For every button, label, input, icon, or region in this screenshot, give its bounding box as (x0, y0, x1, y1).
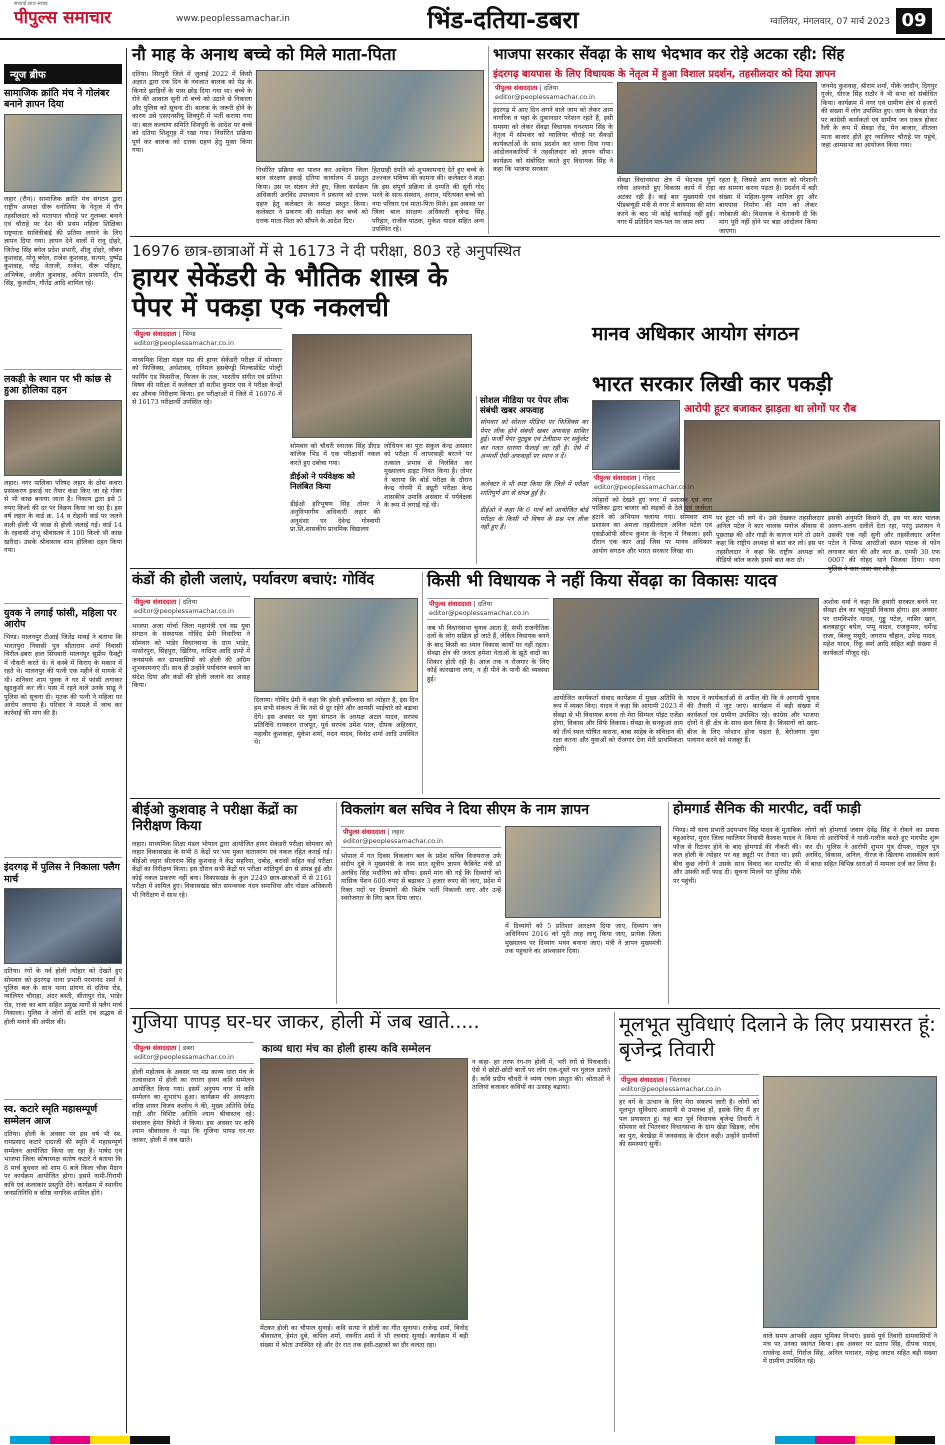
no-dev-body-3: यादव ने कार्यकर्ताओं से अपील की कि वे आगामी चुनाव की तैयारी में जुट जाएं। कार्यक्रम में बड़ी संख्या में कार्यकर्ता एवं ग्रामीण उपस्थित रहे। कांग्रेस और भाजपा दोनों ने ही क्षेत्र के साथ छल किया है। किसानों को खाद-बीज के लिए परेशान होना पड़ता है, बेरोजगार युवा पलायन करने को मजबूर हैं। (687, 694, 819, 745)
physics-body-2: सोमवार को चौधरी स्नातक सिंह डीएड कॉलेज भिंड में एक परीक्षार्थी नकल करते हुए दबोचा गया। (290, 442, 380, 467)
email-link[interactable]: editor@peoplessamachar.co.in (134, 1052, 234, 1061)
bjp-body-1: इंदरगढ़ में आए दिन लगने वाले जाम को लेकर आम नागरिक व यहां के दुकानदार परेशान रहते हैं, इसी समस्या को लेकर सेंवढ़ा विधायक घनश्याम सिंह के नेतृत्व में सोमवार को ग्वालियर चौराहे पर सैकड़ों कार्यकर्ताओं के साथ प्रदर्शन कर धरना दिया गया। आंदोलनकारियों ने तहसीलदार को ज्ञापन सौंपा। कार्यक्रम को संबोधित करते हुए विधायक सिंह ने कहा कि भाजपा सरकार (493, 106, 613, 174)
logo[interactable] (14, 1, 184, 38)
story-gujiya (132, 1012, 610, 1432)
no-dev-photo (553, 598, 819, 690)
bjp-body-3: रहता है, जिससे आम जनता को परेशानी का सामना करना पड़ता है। प्रदर्शन में बड़ी संख्या में महिला-पुरुष शामिल हुए और बायपास निर्माण की मांग को लेकर नारेबाजी की। विधायक ने चेतावनी दी कि मांग पूरी नहीं होने पर बड़ा आंदोलन किया जाएगा। (719, 176, 817, 235)
logo-text: पीपुल्स समाचार (14, 8, 112, 28)
brief-body: दतिया। होली के अवसर पर इस वर्ष भी स्व. रामप्रसाद कटारे दादाजी की स्मृति में महासम्पूर्ण सम्मेलन आयोजित किया जा रहा है। पार्षद एवं भाजपा जिला कोषाध्यक्ष संतोष कटारे ने बताया कि 8 मार्च बुधवार को शाम 6 बजे किला चौक मैदान पर कार्यक्रम आयोजित होगा। इसमें नामी-गिरामी कवि एवं कलाकार प्रस्तुति देंगे। कार्यक्रम में स्थानीय जनप्रतिनिधि व वरिष्ठ नागरिक शामिल होंगे। (4, 1129, 122, 1198)
brief-body: लहार। नगर पालिका परिषद लहार के ठोस कचरा प्रसंस्करण इकाई पर तैयार कंडा किए जा रहे गोबर से भी काछ बनाया जाता है। निकाय द्वारा इसे 5 रुपए किलो की दर पर विक्रय किया जा रहा है। इस वर्ष लहार के वार्ड क्र. 14 व रोहानी वार्ड पर जलने वाली होली भी काछ से होली जलाई गई। वार्ड 14 के रहवासी शंभू श्रीवास्तव ने 100 किलो भी काछ खरीदा। उसके श्रीवास्तव शाम होलिका दहन किया गया। (4, 478, 122, 555)
rights-headline-1[interactable]: मानव अधिकार आयोग संगठन (592, 323, 799, 345)
brief-body: भिण्ड। मालनपुर टीआई जितेंद्र मावई ने बताया कि भारतपुरा निवासी पुत्र सीताराम शर्मा निवासी चिरौल-डबरा हाल सिंघवारी मालनपुर सुप्रीम फैक्ट्री में नौकरी करते थे। वे कस्बे में किराए के मकान में रहते थे। मालनपुर की पत्नी एक महीने से मायके में थी। शनिवार शाम युवक ने घर में फांसी लगाकर खुदकुशी कर ली। पास में रहने वाले उनके साढू ने पुलिस को सूचना दी। मृतक की पत्नी ने महिला पर आरोप लगाया है। परिवार ने मामले में जांच कर कार्रवाई की मांग की है। (4, 633, 122, 718)
news-brief-sidebar (4, 48, 122, 1428)
brief-body: दतिया। रंगों के पर्व होली त्योहार को देखते हुए सोमवार को इंदरगढ़ थाना प्रभारी परमानंद शर्मा ने पुलिस बल के साथ थाना प्रांगण से दतिया रोड, ग्वालियर चौराहा, अंदर बस्ती, सीतापुर रोड, भांडेर रोड, राजा का बाग सहित प्रमुख मार्गों से फ्लैग मार्च निकाला। पुलिस ने लोगों से शांति एवं सद्भाव से होली मनाने की अपील की। (4, 967, 122, 1026)
gujiya-byline: पीपुल्स संवाददाता | डबरा editor@peoplessamachar.co.in (132, 1042, 254, 1064)
no-dev-body-2: आयोजित कार्यकर्ता संवाद कार्यक्रम में मुख्य अतिथि के रूप में व्यक्त किए। यादव ने कहा कि आगामी 2023 में सेंवढ़ा से भी विधायक बनना तो मेरा सिम्पल पॉइंट एजेंडा होगा, विकास और सिर्फ विकास। सेंवढ़ा के सनकुआं धाम को तीर्थ स्थल घोषित कराना, बाबा साहेब के संविधान की रक्षा करना और युवाओं को रोजगार देना मेरी प्राथमिकता रहेगी। (553, 694, 683, 753)
bjp-photo (617, 82, 817, 174)
rights-body-2: पर हूटर भी लगे थे। उसे देखकर तहसीलदार अनिल पटेल ने कार चालक मनोज श्रीवास से पूछताछ की और गाड़ी के कागज मांगे तो उसने कहा कि राष्ट्रीय अध्यक्ष से बात कर लो। इस पर तहसीलदार ने कहा कि राष्ट्रीय अध्यक्ष को वीडियो कॉल करके हमसे बात करा दो। (716, 514, 824, 565)
story-no-development (422, 572, 940, 794)
story-physics (132, 264, 472, 564)
issue-date: ग्वालियर, मंगलवार, 07 मार्च 2023 (770, 17, 890, 27)
exam-strip[interactable]: 16976 छात्र-छात्राओं में से 16173 ने दी परीक्षा, 803 रहे अनुपस्थित (132, 242, 521, 260)
rights-body-1: त्योहारों को देखते हुए नगर में प्रशासन एवं नगर पालिका द्वारा बाजार को सड़कों से ठेले एवं जर्जरता हटाने को अभियान चलाया गया। सोमवार शाम प्रशासन का अमला तहसीलदार अनिल पटेल एवं एसडीओपी सौरभ कुमार के नेतृत्व में निकला। इसी दौरान एक कार आई जिस पर मानव अधिकार आयोग संगठन और भारत सरकार लिखा था। (592, 496, 712, 555)
orphan-body-1: दतिया। सिरपुरी जिले में जुलाई 2022 में किसी अज्ञात द्वारा एक दिन के नवजात बालक को पेड़ के किनारे झाड़ियों के पास छोड़ दिया गया था। बच्चे के रोने की आवाज सुनी तो बच्चे को उठाने से निकाला और पुलिस को सूचना दी। बालक के जरूरी होने के कारण उसे एसएनसीयू शिवपुरी में भर्ती कराया गया था। बाल कल्याण समिति शिवपुरी के आदेश पर बच्चे को दतिया शिशुगृह में रखा गया। निर्धारित प्रक्रिया पूर्ण कर बालक को दत्तक ग्रहण हेतु मुक्त किया गया। (132, 70, 252, 155)
homeguard-body-2: लोगों को होमगार्ड जवान देवेंद्र सिंह ने रोकने का प्रयास किया तो आरोपियों ने गाली-गलौज करते हुए मारपीट शुरू कर दी। पुलिस ने आरोपी शुभम पुत्र दीपक, राहुल पुत्र अरविंद, विकास, अनिल, नीरज के खिलाफ शासकीय कार्य में बाधा सहित विभिन्न धाराओं में मामला दर्ज कर लिया है। (805, 826, 939, 868)
news-brief-label: न्यूज ब्रीफ (4, 64, 122, 84)
orphan-body-3: हितग्राही दंपति को शुभकामनाएं देते हुए बच्चे के उज्ज्वल भविष्य की कामना की। कलेक्टर ने कहा कि इस संपूर्ण प्रक्रिया से दम्पति की सूनी गोद भरने के साथ संस्थान, अनाथ, परित्यक्त बच्चे को नया परिवार एवं माता-पिता मिले। इस अवसर पर जिला बाल संरक्षण अधिकारी बृजेन्द्र सिंह परिहार, राजीव पाठक, मुकेश यादव सहित अन्य उपस्थित रहे। (372, 166, 484, 234)
beo-headline[interactable]: बीईओ कुशवाह ने परीक्षा केंद्रों का निरीक्षण किया (132, 802, 298, 835)
social-body-2: कलेक्टर ने भी स्पष्ट किया कि जिले में परीक्षा शांतिपूर्ण ढंग से संपन्न हुई है। (480, 480, 588, 497)
brief-photo (4, 888, 122, 964)
physics-byline: पीपुल्स संवाददाता | भिण्ड editor@peoplessamachar.co.in (132, 328, 282, 350)
no-dev-byline: पीपुल्स संवाददाता | दतिया editor@peoplessamachar.co.in (427, 598, 549, 620)
physics-subhead: डीईओ ने पर्यवेक्षक को निलंबित किया (290, 472, 355, 491)
physics-body-3: डीईओ हरिभूषण सिंह तोमर ने अनुविभागीय अधिकारी लहार की अनुशंसा पर देवेन्द्र गोस्वामी प्रा.शि.शासकीय प्राथमिक विद्यालय (290, 500, 380, 534)
story-facilities (614, 1012, 940, 1432)
beo-body: लहार। माध्यमिक शिक्षा मंडल भोपाल द्वारा आयोजित हायर सेकंडरी परीक्षा सोमवार को लहार विकासखंड के सभी 8 केंद्रों पर भय मुक्त वातावरण एवं नकल रहित कराई गई। बीईओ लहार सीताराम सिंह कुशवाह ने केंद्र सहरिया, दबोह, बरासों सहित कई परीक्षा केंद्रों का निरीक्षण किया। इस दौरान सभी केंद्रों पर परीक्षा शांतिपूर्ण ढंग से संपन्न हुई और कोई नकल प्रकरण नहीं बना। विकासखंड के कुल 2249 छात्र-छात्राओं में से 2161 परीक्षा में शामिल हुए। विकासखंड स्रोत समन्वयक नंदन समाधिया और नोडल अधिकारी भी निरीक्षण में साथ रहे। (132, 840, 332, 899)
brief-item (4, 88, 122, 365)
brief-headline: स्व. कटारे स्मृति महासम्पूर्ण सम्मेलन आज (4, 1104, 98, 1127)
gujiya-body-2: मेंटकर होली का चौपाल सुनाई। कवि सत्या ने होली का गीत सुनाया। राजेन्द्र शर्मा, विनोद श्रीवास्तव, हेमंत दुबे, कपिल शर्मा, नवनीत शर्मा ने भी रचनाएं सुनाईं। कार्यक्रम में बड़ी संख्या में श्रोता उपस्थित रहे और देर रात तक हंसी-ठहाकों का दौर चलता रहा। (260, 1324, 468, 1349)
facilities-headline[interactable]: मूलभूत सुविधाएं दिलाने के लिए प्रयासरत हूं: बृजेन्द्र तिवारी (619, 1012, 936, 1061)
bjp-headline[interactable]: भाजपा सरकार सेंवढ़ा के साथ भेदभाव कर रोड़े अटका रही: सिंह (493, 45, 845, 63)
brief-item (4, 608, 122, 854)
no-dev-body-4: अशोक वर्मा ने कहा कि हमारी सरकार बनने पर सेंवढ़ा क्षेत्र का चहुंमुखी विकास होगा। इस अवसर पर रामकिशोर यादव, गुड्डू पटेल, नासिर खान, बलबहादुर बघेल, पप्पू यादव, राजकुमार, धर्मेन्द्र राजा, बिल्लू मंसूरी, जगराम चौहान, उपेन्द्र यादव, महेश यादव, रिंकू वर्मा आदि सहित बड़ी संख्या में कार्यकर्ता मौजूद रहे। (823, 598, 937, 657)
disability-body-1: भोपाल में गत दिवस विकलांग बल के प्रदेश सचिव विजयराज उर्फ संदीप दुबे ने मुख्यमंत्री के नाम सात सूत्रीय ज्ञापन कैबिनेट मंत्री डॉ अरविंद सिंह भदौरिया को सौंपा। इसमें मांग की गई कि दिव्यांगों को मासिक पेंशन 600 रुपए से बढ़ाकर 3 हजार रुपए की जाए, प्रदेश में रिक्त पदों पर दिव्यांगों की विशेष भर्ती निकाली जाए और उन्हें स्वरोजगार के लिए ऋण दिया जाए। (341, 852, 501, 903)
rights-subhead: आरोपी हूटर बजाकर झाड़ता था लोगों पर रौब (684, 403, 857, 415)
logo-tagline: सच्चाई साथ सचाइ (14, 1, 48, 7)
homeguard-body-1: भिण्ड। मौ थाना प्रभारी उदयभान सिंह यादव के मुताबिक बहुआरेपा, मुरार जिला ग्वालियर निवासी कैलाश यादव ने फौज से रिटायर होने के बाद होमगार्ड की नौकरी की। कल होली के त्योहार पर वह ड्यूटी पर तैनात था। इसी बीच कुछ लोगों ने उसके साथ विवाद कर मारपीट की और उसकी वर्दी फाड़ दी। सूचना मिलने पर पुलिस मौके पर पहुंची। (673, 826, 801, 885)
holi-green-body-1: भाजपा अजा मोर्चा जिला महामंत्री एवं मप्र युवा संगठन के संस्थापक गोविंद प्रेमी निवारिया ने सोमवार को भांडेर विधानसभा के ग्राम भांडेर, मासोरपुरा, सिंहपुरा, खिरिया, नादिया आदि ग्रामों में जनसंपर्क कर ग्रामवासियों को होली की अग्रिम शुभकामनाएं दीं। साथ ही उन्होंने पर्यावरण बचाने का संदेश दिया और कंडों की होली जलाने का आग्रह किया। (132, 622, 251, 690)
section-title: भिंड-दतिया-डबरा (427, 6, 579, 34)
physics-body-4: लोधियन का पुरा संकुल केन्द्र असवार को परीक्षा में लापरवाही बरतने पर तत्काल प्रभाव से निलंबित कर मुख्यालय डाइट नियत किया है। तोमर ने बताया कि बोर्ड परीक्षा के दौरान केन्द्र गोरमी में ड्यूटी परीक्षा केन्द्र शासकीय उमावि असवार में पर्यवेक्षक के रूप में लगाई गई थी। (384, 442, 472, 510)
email-link[interactable]: editor@peoplessamachar.co.in (594, 482, 694, 491)
story-beo (132, 802, 332, 1004)
email-link[interactable]: editor@peoplessamachar.co.in (429, 608, 529, 617)
story-homeguard (668, 802, 940, 1004)
holi-green-body-2: दिलाया। गोविंद प्रेमी ने कहा कि होली हर्षोल्लास का त्योहार है, इस दिन हम सभी संकल्प लें कि नशे से दूर रहेंगे और आपसी भाईचारे को बढ़ावा देंगे। इस अवसर पर युवा संगठन के अध्यक्ष अटल यादव, सरपंच प्रतिनिधि रामकरन राजपूत, पूर्व सरपंच उमेश पाल, दीपक अहिरवार, महावीर कुशवाहा, मुकेश शर्मा, मदन यादव, विनोद शर्मा आदि उपस्थित थे। (254, 696, 418, 747)
gujiya-photo (260, 1058, 468, 1320)
masthead (0, 0, 945, 40)
website[interactable]: www.peoplessamachar.in (176, 14, 290, 24)
gujiya-body-1: होली महोत्सव के अवसर पर मप्र काव्य धारा मंच के तत्वावधान में होली का रंगारंग हास्य कवि सम्मेलन आयोजित किया गया। इसमें अनुपम नगर में कवि सम्मेलन का शुभारंभ हुआ। कार्यक्रम की अध्यक्षता वरिष्ठ शायर विजय कलोथ ने की, मुख्य अतिथि देवेंद्र राही और विशिष्ट अतिथि श्याम श्रीवास्तव रहे। संचालन हेमंत त्रिवेदी ने किया। इस अवसर पर कवि श्याम श्रीवास्तव ने पढ़ा कि गुजिया पापड़ घर-घर जाकर, होली में जब खाते। (132, 1068, 254, 1144)
brief-headline: सामाजिक क्रांति मंच ने गोलंबर बनाने ज्ञापन दिया (4, 88, 110, 111)
brief-photo (4, 114, 122, 192)
facilities-photo (763, 1076, 937, 1328)
gujiya-subhead: काव्य धारा मंच का होली हास्य कवि सम्मेलन (262, 1043, 431, 1055)
physics-body-1: माध्यमिक शिक्षा मंडल मप्र की हायर सेकेंडरी परीक्षा में सोमवार को फिजिक्स, अर्थशास्त्र, एनिमल हसबेण्ड्री मिल्कप्रोडेट पोल्ट्री फार्मिंग एंड फिसरीज, फिजन के तत्व, भारतीय संगीत एवं प्रतिभा विषय की परीक्षा में कलेक्टर डॉ सतीश कुमार एस ने परीक्षा केन्द्रों का औचक निरीक्षण किया। इन परीक्षाओं में जिले में 16976 में से 16173 परीक्षार्थी उपस्थित रहे। (132, 356, 282, 407)
rights-body-3: इसकी अनुमति किसने दी, इस पर कार चालक अलग-अलग दलीलें देता रहा, परंतु प्रशासन ने उसकी एक नहीं सुनी और तहसीलदार अनिल पटेल ने भिण्ड आरटीओ स्थान पाठक से फोन लगाकर बात की और कार क्र. एमपी 30 एफ 0007 की गोहद थाने भिजवा दिया। थाना (828, 514, 940, 565)
email-link[interactable]: editor@peoplessamachar.co.in (134, 606, 234, 615)
rights-photo-car (592, 400, 680, 470)
holi-green-photo (254, 598, 418, 692)
no-dev-headline[interactable]: किसी भी विधायक ने नहीं किया सेंवढ़ा का विकासः यादव (427, 571, 777, 591)
story-bjp-protest (488, 46, 940, 234)
physics-photo (292, 334, 472, 438)
orphan-body-2: निर्धारित प्रक्रिया का पालन कर आवेदन जिला बाल संरक्षण इकाई दतिया कार्यालय में प्रस्तुत किया। उस पर संज्ञान लेते हुए, जिला कार्यक्रम अधिकारी अरविंद उपाध्याय ने प्रकरण को दत्तक ग्रहण हेतु कलेक्टर के समक्ष प्रस्तुत किया। कलेक्टर ने प्रकरण की समीक्षा कर बच्चे को दत्तक माता-पिता को सौंपने के आदेश दिए। (256, 166, 368, 225)
color-registration-strip (0, 1436, 945, 1444)
bjp-subhead: इंदरगढ़ बायपास के लिए विधायक के नेतृत्व में हुआ विशाल प्रदर्शन, तहसीलदार को दिया ज्ञापन (493, 69, 836, 80)
rights-headline-2[interactable]: भारत सरकार लिखी कार पकड़ी (592, 372, 833, 396)
bjp-byline: पीपुल्स संवाददाता | दतिया editor@peoplessamachar.co.in (493, 82, 613, 104)
brief-item (4, 862, 122, 1095)
orphan-photo (256, 70, 484, 162)
disability-byline: पीपुल्स संवाददाता | लहार editor@peoplessamachar.co.in (341, 826, 501, 848)
brief-item (4, 1104, 122, 1300)
gujiya-headline[interactable]: गुजिया पापड़ घर-घर जाकर, होली में जब खाते..... (132, 1011, 480, 1033)
social-body-1: सोमवार को सोशल मीडिया पर फिजिक्स का पेपर लीक होने संबंधी खबर अफवाह साबित हुई। फर्जी पेपर यूट्यूब एवं टेलीग्राम पर सर्कुलेट कर गलत धारणा फैलाई जा रही है। ऐसे में अभ्यर्थी ऐसी अफवाहों पर ध्यान न दें। (480, 418, 588, 461)
story-holi-green (132, 572, 418, 794)
orphan-headline[interactable]: नौ माह के अनाथ बच्चे को मिले माता-पिता (132, 45, 396, 65)
rights-photo-crowd (684, 420, 940, 512)
bjp-body-4: जनमेद कुशवाह, श्रीराम शर्मा, पीके जादौन, दिगपुर गुर्जर, धीरज सिंह राठौर ने भी सभा को संबोधित किया। कार्यक्रम में नगर एवं ग्रामीण क्षेत्र से हजारों की संख्या में लोग उपस्थित हुए। जाम के सेवड़ा रोड पर कांग्रेसी कार्यकर्ता एवं ग्रामीण जन एकत्र होकर रैली के रूप में सेवड़ा रोड, मेन बाजार, शीतला माता बाजार होते हुए ग्वालियर चौराहे पर पहुंचे, जहां आमसभा का आयोजन किया गया। (821, 82, 937, 150)
physics-headline[interactable]: हायर सेकेंडरी के भौतिक शास्त्र के पेपर में पकड़ा एक नकलची (132, 263, 448, 323)
brief-headline: लकड़ी के स्थान पर भी कांछ से हुआ होलिका दहन (4, 373, 111, 397)
social-body-3: डीईओ ने कहा कि 6 मार्च को आयोजित बोर्ड परीक्षा के किसी भी विषय के प्रश्न पत्र लीक नहीं हुए हैं। (480, 506, 588, 532)
holi-green-headline[interactable]: कंडों की होली जलाएं, पर्यावरण बचाएं: गोविंद (132, 572, 375, 588)
disability-photo (505, 826, 661, 918)
facilities-byline: पीपुल्स संवाददाता | भितरवार editor@peoplessamachar.co.in (619, 1074, 759, 1096)
facilities-body-2: वाले समय आपकी अहम भूमिका निभाएं। इससे पूर्व तिवारी ग्रामवासियों ने मंच पर उनका स्वागत किया। इस अवसर पर प्रताप सिंह, दीपक यादव, राघवेन्द्र शर्मा, गिर्राज सिंह, अनिल पाराशर, महेन्द्र जाटव सहित बड़ी संख्या में ग्रामीण उपस्थित रहे। (763, 1332, 937, 1366)
email-link[interactable]: editor@peoplessamachar.co.in (621, 1084, 721, 1093)
rights-byline: पीपुल्स संवाददाता | गोहद editor@peoplessamachar.co.in (592, 472, 680, 494)
brief-item (4, 374, 122, 599)
story-social (476, 396, 588, 564)
no-dev-body-1: जब भी विधानसभा चुनाव आता है, सभी राजनीतिक दलों के लोग सक्रिय हो जाते हैं, लेकिन विधायक बनने के बाद किसी का ध्यान विकास कार्यों पर नहीं रहता। सेंवढ़ा क्षेत्र की जनता हमेशा नेताओं के झूठे वादों का शिकार होती रही है। आज तक न रोजगार के लिए कोई कारखाना लगा, न ही पीने के पानी की व्यवस्था हुई। (427, 624, 549, 683)
disability-body-2: में दिव्यांगों को 5 प्रतिशत आरक्षण दिया जाए, दिव्यांग जन अधिनियम 2016 को पूरी तरह लागू किया जाए, प्रत्येक जिला मुख्यालय पर दिव्यांग भवन बनाया जाए। मंत्री ने ज्ञापन मुख्यमंत्री तक पहुंचाने का आश्वासन दिया। (505, 922, 661, 956)
disability-headline[interactable]: विकलांग बल सचिव ने दिया सीएम के नाम ज्ञापन (341, 802, 590, 818)
brief-headline: युवक ने लगाई फांसी, महिला पर आरोप (4, 607, 117, 630)
story-orphan (132, 46, 484, 234)
gujiya-body-3: न कहा- हर तरफ रंग-रंग होली में, भरी रंगों से पिचकारी। ऐसे में छोटी-छोटी बातों पर लोग एक-दूसरे पर गुलाल डालते हैं। कवि प्रदीप चौधरी ने व्यंग्य रचना प्रस्तुत की। श्रोताओं ने तालियां बजाकर कवियों का उत्साह बढ़ाया। (472, 1058, 610, 1092)
email-link[interactable]: editor@peoplessamachar.co.in (134, 338, 234, 347)
page-number: 09 (896, 8, 932, 34)
brief-photo (4, 400, 122, 476)
facilities-body-1: हर वर्ग के उत्थान के लिए मेरा संकल्प जारी है। लोगों को मूलभूत सुविधाएं आसानी से उपलब्ध हों, इसके लिए मैं हर पल प्रयासरत हूं। यह बात पूर्व विधायक बृजेन्द्र तिवारी ने सोमवार को भितरवार विधानसभा के ग्राम खेड़ा खिड़क, लोंच का पुरा, बेरखेड़ा में जनसंवाद के दौरान कही। उन्होंने ग्रामीणों की समस्याएं सुनीं। (619, 1098, 759, 1149)
social-headline[interactable]: सोशल मीडिया पर पेपर लीक संबंधी खबर अफवाह (480, 396, 569, 417)
brief-headline: इंदरगढ़ में पुलिस ने निकाला फ्लैग मार्च (4, 862, 120, 885)
holi-green-byline: पीपुल्स संवाददाता | दतिया editor@peoplessamachar.co.in (132, 596, 250, 618)
homeguard-headline[interactable]: होमगार्ड सैनिक की मारपीट, वर्दी फाड़ी (673, 801, 861, 817)
bjp-body-2: सेंवढ़ा विधानसभा क्षेत्र में भेदभाव पूर्ण रवैया अपनाते हुए विकास कार्य में रोड़ा अटका रही है। कई बार मुख्यमंत्री एवं पीडब्ल्यूडी मंत्री से नगर में बायपास की मांग करने के बाद भी कोई कार्रवाई नहीं हुई। नगर में प्रतिदिन पल-पल पर जाम लगा (617, 176, 715, 227)
email-link[interactable]: editor@peoplessamachar.co.in (343, 836, 443, 845)
email-link[interactable]: editor@peoplessamachar.co.in (495, 92, 595, 101)
story-disability (336, 802, 664, 1004)
brief-body: लहार (रौन)। सामाजिक क्रांति मंच संगठन द्वारा राष्ट्रीय अध्यक्ष धीरू धनोलिया के नेतृत्व में रौन तहसीलदार को यातायात चौराहे पर गुलम्बर बनाने एवं चौराहे पर देश की प्रथम महिला शिक्षिका राष्ट्रमाता सावित्रीबाई की प्रतिमा लगाने के लिए ज्ञापन दिया गया। ज्ञापन देने वालों में रानू दोहरे, जितेन्द्र सिंह बघेल प्रदेश प्रभारी, शीलू दोहरे, जीवन कुशवाह, मोनू बघेल, राजेश कुशवाह, सत्यम, पुष्पेंद्र कुशवाह, नरेंद्र नेताजी, राजेश, वीरू परिहार, अभिषेक, अजीत कुशवाह, अमित प्रजापति, दीप सिंह, कुलदीप, गौतेंद्र आदि शामिल रहे। (4, 194, 122, 288)
